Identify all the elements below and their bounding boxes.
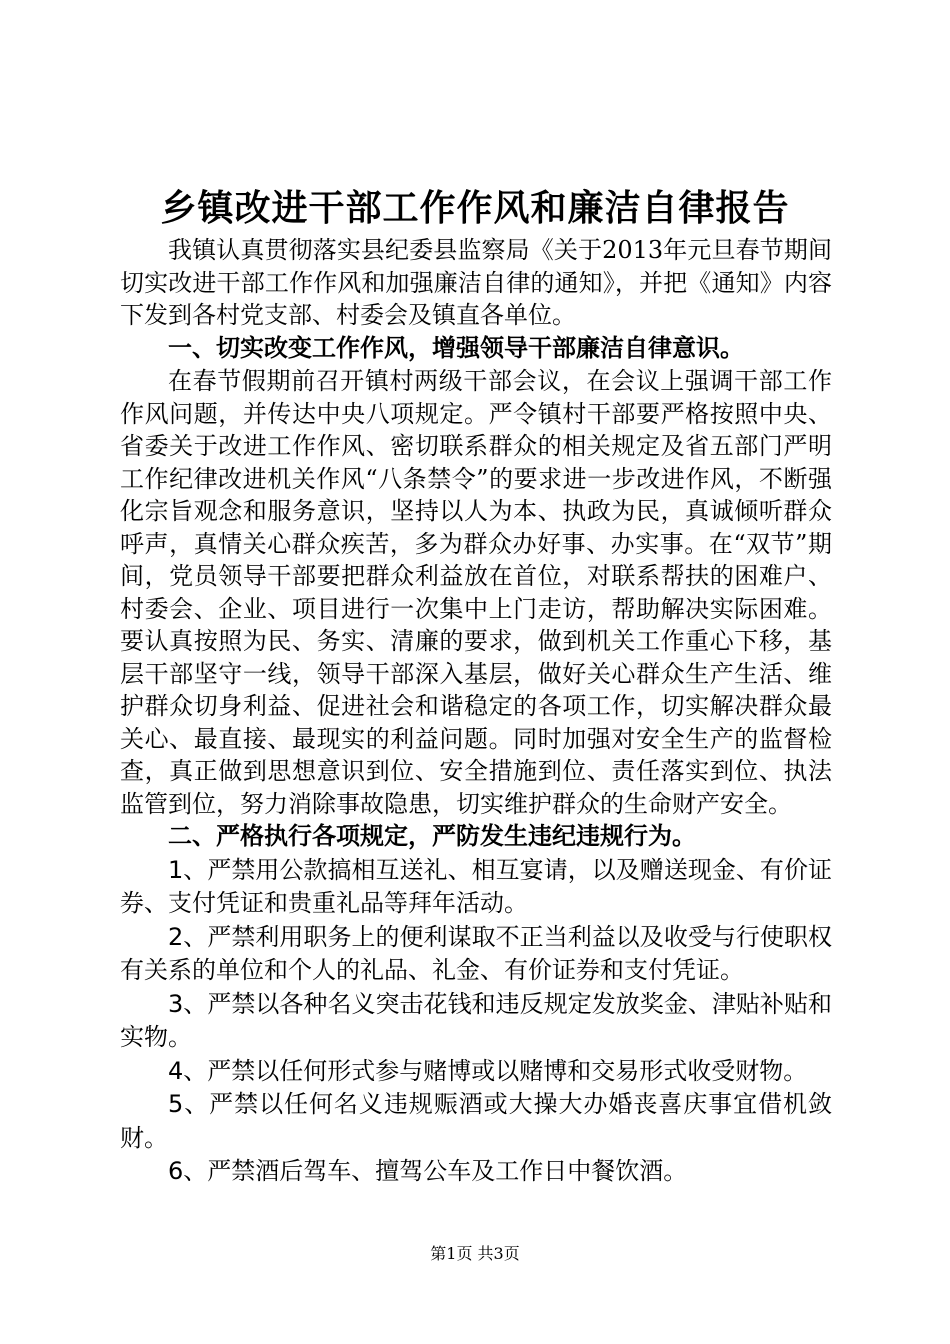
rule-item-6: 6、严禁酒后驾车、擅驾公车及工作日中餐饮酒。 (168, 1157, 688, 1185)
rule-item-5: 5、严禁以任何名义违规赈酒或大操大办婚丧喜庆事宜借机敛财。 (120, 1090, 832, 1152)
section-1-paragraph: 在春节假期前召开镇村两级干部会议，在会议上强调干部工作作风问题，并传达中央八项规定。严令镇村干部要严格按照中央、省委关于改进工作作风、密切联系群众的相关规定及省五部门严明工作纪律改进机关作风“八条禁令”的要求进一步改进作风，不断强化宗旨观念和服务意识，坚持以人为本、执政为民，真诚倾听群众呼声，真情关心群众疾苦，多为群众办好事、办实事。在“双节”期间，党员领导干部要把群众利益放在首位，对联系帮扶的困难户、村委会、企业、项目进行一次集中上门走访，帮助解决实际困难。要认真按照为民、务实、清廉的要求，做到机关工作重心下移，基层干部坚守一线，领导干部深入基层，做好关心群众生产生活、维护群众切身利益、促进社会和谐稳定的各项工作，切实解决群众最关心、最直接、最现实的利益问题。同时加强对安全生产的监督检查，真正做到思想意识到位、安全措施到位、责任落实到位、执法监管到位，努力消除事故隐患，切实维护群众的生命财产安全。 (120, 367, 832, 818)
section-heading-1: 一、切实改变工作作风，增强领导干部廉洁自律意识。 (168, 333, 744, 362)
page-footer: 第1页 共3页 (430, 1244, 520, 1263)
document-body (120, 234, 832, 1189)
rule-item-1: 1、严禁用公款搞相互送礼、相互宴请，以及赠送现金、有价证券、支付凭证和贵重礼品等拜年活动。 (120, 855, 832, 917)
intro-paragraph: 我镇认真贯彻落实县纪委县监察局《关于2013年元旦春节期间切实改进干部工作作风和加强廉洁自律的通知》，并把《通知》内容下发到各村党支部、村委会及镇直各单位。 (120, 236, 832, 329)
page-title: 乡镇改进干部工作作风和廉洁自律报告 (160, 187, 790, 229)
rule-item-4: 4、严禁以任何形式参与赌博或以赌博和交易形式收受财物。 (168, 1056, 808, 1085)
rule-item-2: 2、严禁利用职务上的便利谋取不正当利益以及收受与行使职权有关系的单位和个人的礼品、礼金、有价证券和支付凭证。 (120, 922, 832, 984)
rule-item-3: 3、严禁以各种名义突击花钱和违反规定发放奖金、津贴补贴和实物。 (120, 989, 832, 1051)
section-heading-2: 二、严格执行各项规定，严防发生违纪违规行为。 (168, 822, 696, 850)
